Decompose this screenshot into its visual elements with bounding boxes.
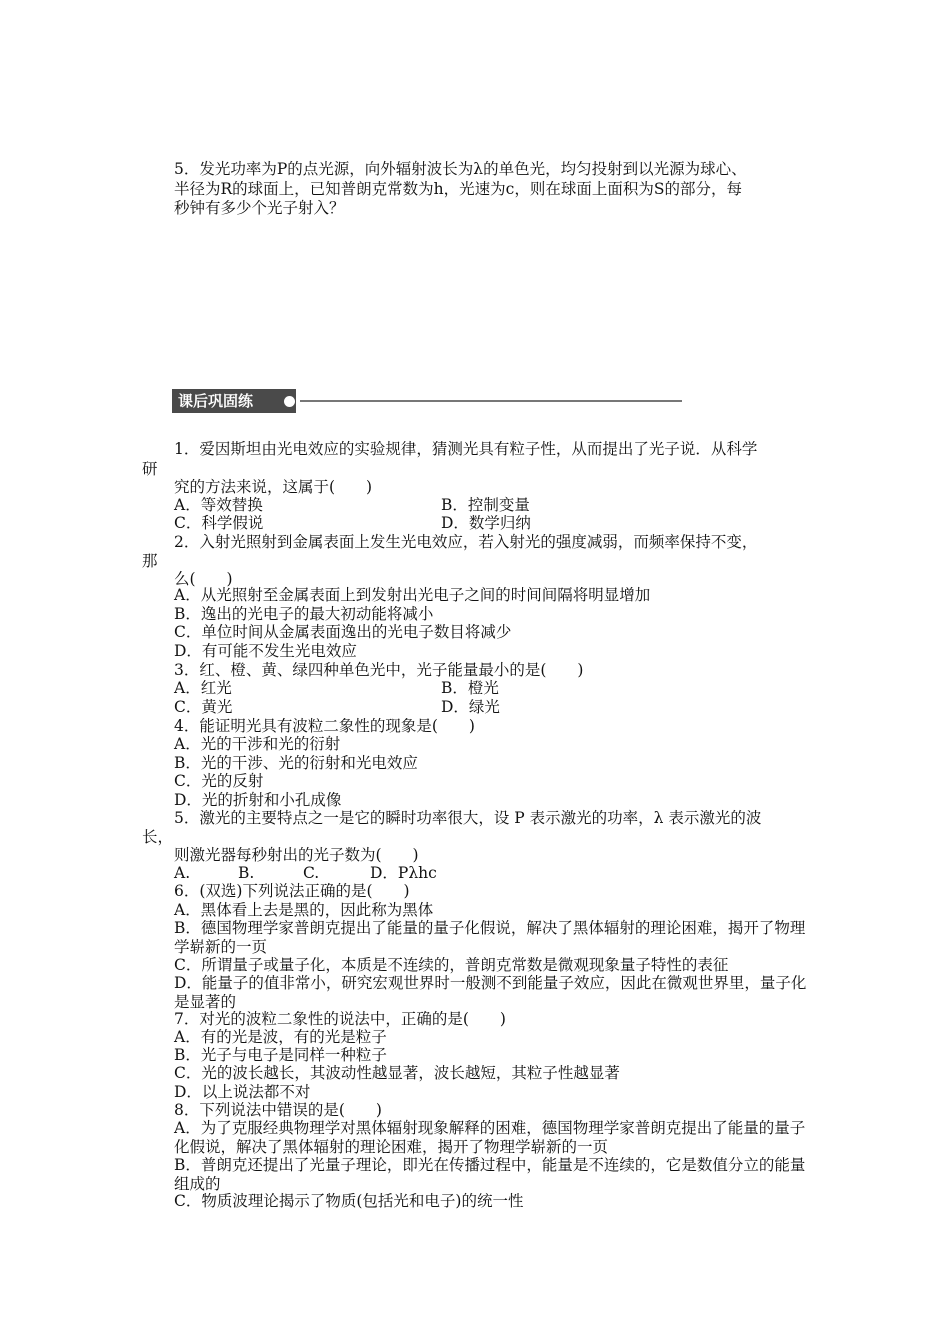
- q5-option-b: B.: [238, 864, 255, 882]
- q3-stem: 3．红、橙、黄、绿四种单色光中，光子能量最小的是( ): [174, 661, 584, 679]
- q3-option-c: C．黄光: [174, 698, 233, 716]
- q1-option-a: A．等效替换: [174, 496, 263, 514]
- q6-option-d: D．能量子的值非常小，研究宏观世界时一般测不到能量子效应，因此在微观世界里，量子化是显著的: [174, 974, 807, 1011]
- q7-option-d: D．以上说法都不对: [174, 1083, 311, 1101]
- q8-option-a: A．为了克服经典物理学对黑体辐射现象解释的困难，德国物理学家普朗克提出了能量的量子化假说，解决了黑体辐射的理论困难，揭开了物理学崭新的一页: [174, 1119, 806, 1156]
- q4-option-d: D．光的折射和小孔成像: [174, 791, 342, 809]
- q4-option-c: C．光的反射: [174, 772, 264, 790]
- q4-option-b: B．光的干涉、光的衍射和光电效应: [174, 754, 418, 772]
- q5top-line-3: 秒钟有多少个光子射入？: [174, 199, 345, 217]
- q5-stem-tail: 长，: [142, 828, 174, 846]
- q6-option-c: C．所谓量子或量子化，本质是不连续的，普朗克常数是微观现象量子特性的表征: [174, 956, 729, 974]
- q5-stem: 5．激光的主要特点之一是它的瞬时功率很大，设 P 表示激光的功率，λ 表示激光的波: [174, 809, 762, 827]
- section-title: 课后巩固练: [172, 389, 296, 413]
- q7-option-c: C．光的波长越长，其波动性越显著，波长越短，其粒子性越显著: [174, 1064, 620, 1082]
- q8-option-b: B．普朗克还提出了光量子理论，即光在传播过程中，能量是不连续的，它是数值分立的能量组成的: [174, 1156, 806, 1193]
- q5top-line-2: 半径为R的球面上，已知普朗克常数为h，光速为c，则在球面上面积为S的部分，每: [174, 180, 742, 198]
- q2-stem: 2．入射光照射到金属表面上发生光电效应，若入射光的强度减弱，而频率保持不变，: [174, 533, 758, 551]
- q3-option-b: B．橙光: [441, 679, 499, 697]
- q1-option-c: C．科学假说: [174, 514, 264, 532]
- section-divider: [300, 400, 682, 402]
- q8-option-c: C．物质波理论揭示了物质(包括光和电子)的统一性: [174, 1192, 524, 1210]
- q6-option-b: B．德国物理学家普朗克提出了能量的量子化假说，解决了黑体辐射的理论困难，揭开了物理学崭新的一页: [174, 919, 806, 956]
- q7-option-b: B．光子与电子是同样一种粒子: [174, 1046, 387, 1064]
- q5-option-c: C.: [303, 864, 320, 882]
- q2-stem-tail: 那: [142, 552, 158, 570]
- q1-stem-2: 究的方法来说，这属于( ): [174, 478, 373, 496]
- q5top-line-1: 5．发光功率为P的点光源，向外辐射波长为λ的单色光，均匀投射到以光源为球心、: [174, 160, 747, 178]
- q4-option-a: A．光的干涉和光的衍射: [174, 735, 341, 753]
- q7-stem: 7．对光的波粒二象性的说法中，正确的是( ): [174, 1010, 506, 1028]
- q4-stem: 4．能证明光具有波粒二象性的现象是( ): [174, 717, 475, 735]
- q1-option-b: B．控制变量: [441, 496, 530, 514]
- q1-stem-tail: 研: [142, 460, 158, 478]
- q8-stem: 8．下列说法中错误的是( ): [174, 1101, 382, 1119]
- q2-option-d: D．有可能不发生光电效应: [174, 642, 357, 660]
- q7-option-a: A．有的光是波，有的光是粒子: [174, 1028, 387, 1046]
- q5-option-a: A.: [174, 864, 191, 882]
- q2-option-c: C．单位时间从金属表面逸出的光电子数目将减少: [174, 623, 512, 641]
- q5-stem-2: 则激光器每秒射出的光子数为( ): [174, 846, 419, 864]
- q2-stem-2: 么( ): [174, 570, 233, 588]
- q6-stem: 6．(双选)下列说法正确的是( ): [174, 882, 410, 900]
- q2-option-a: A．从光照射至金属表面上到发射出光电子之间的时间间隔将明显增加: [174, 586, 651, 604]
- q5-option-d: D．Pλhc: [370, 864, 437, 882]
- q3-option-a: A．红光: [174, 679, 232, 697]
- bullet-dot-icon: [284, 396, 295, 407]
- q6-option-a: A．黑体看上去是黑的，因此称为黑体: [174, 901, 434, 919]
- q1-stem: 1．爱因斯坦由光电效应的实验规律，猜测光具有粒子性，从而提出了光子说．从科学: [174, 440, 758, 458]
- q3-option-d: D．绿光: [441, 698, 500, 716]
- q2-option-b: B．逸出的光电子的最大初动能将减小: [174, 605, 434, 623]
- q1-option-d: D．数学归纳: [441, 514, 531, 532]
